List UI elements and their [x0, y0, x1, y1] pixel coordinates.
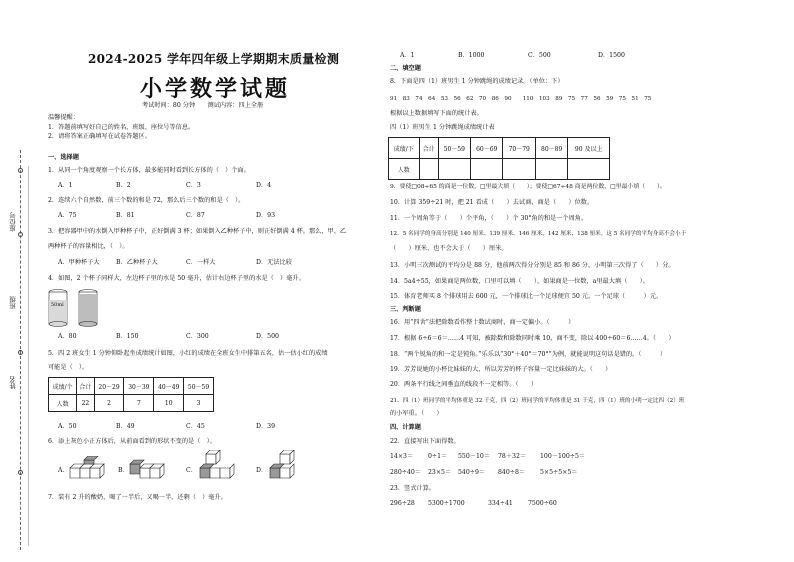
- q5-cell: 成绩/个: [49, 378, 77, 395]
- q8-data: 91 83 74 64 53 56 62 70 86 90 110 103 89 75 77 56 59 75 51 75: [390, 96, 652, 102]
- q8-cell: 80－89: [535, 138, 567, 159]
- q22-r1-item: 0÷1＝: [428, 453, 448, 460]
- binding-hole: [18, 232, 23, 237]
- q22-r2-item: 5×5÷5×5＝: [540, 469, 578, 476]
- q8-answer-cell[interactable]: [419, 159, 438, 180]
- q5-cell: 10: [154, 395, 184, 412]
- q7-option-a: A．1: [400, 52, 415, 59]
- question-22: 22．直接写出下面得数。: [390, 438, 460, 445]
- q22-r1-item: 14×3＝: [390, 453, 414, 460]
- question-2: 2．连续六个自然数，前三个数的和是 72，那么后三个数的和是（ ）。: [48, 197, 245, 204]
- notes-line-2: 2．请将答案正确填写在试卷答题区。: [48, 133, 151, 140]
- seat-number-label: 座位号: [9, 212, 17, 232]
- q8-cell: 人数: [389, 159, 420, 180]
- exam-meta: 考试时间：80 分钟 测试内容：四上全册: [142, 102, 264, 109]
- q23-item: 296÷28: [390, 500, 415, 507]
- binding-hole: [18, 168, 23, 173]
- cube-figure-a: [66, 456, 112, 482]
- q3-option-b: B．乙种杯子大: [116, 259, 158, 266]
- question-9: 9．要使□08÷65 的商是一位数，□里最大填（ ）；要使□67÷48 商是两位数，□里最小填（ ）。: [390, 184, 666, 190]
- question-20: 20．两条平行线之间垂直的线段不一定相等。（ ）: [390, 381, 538, 388]
- q5-cell: 40－49: [154, 378, 184, 395]
- question-23: 23．竖式计算。: [390, 485, 435, 492]
- q6-option-a: A．: [58, 467, 69, 474]
- section-calc-heading: 四、计算题: [390, 424, 421, 431]
- left-cup: [49, 290, 67, 327]
- q23-item: 334÷41: [488, 500, 513, 507]
- q1-option-b: B．2: [116, 182, 131, 189]
- q5-option-b: B．49: [116, 423, 135, 430]
- q4-option-c: C．300: [186, 333, 209, 340]
- question-15: 15．体育老师买 8 个排球用去 600 元，一个排球比一个足球便宜 50 元。一个足球（ ）元。: [390, 293, 663, 300]
- main-title: 小学数学试题: [140, 76, 291, 102]
- question-7: 7．装有 2 升的酸奶，喝了一半后，又喝一半，还剩（ ）毫升。: [48, 494, 227, 501]
- q22-r1-item: 78＋32＝: [498, 453, 527, 460]
- q3-option-d: D．无法比较: [256, 259, 292, 266]
- q2-option-b: B．81: [116, 212, 135, 219]
- notes-line-1: 1．答题前填写好自己的姓名、班级、座位号等信息。: [48, 124, 195, 131]
- q4-option-d: D．500: [256, 333, 279, 340]
- q1-option-a: A．1: [58, 182, 73, 189]
- q8-cell: 90 及以上: [568, 138, 610, 159]
- q8-answer-cell[interactable]: [503, 159, 535, 180]
- q7-option-d: D．1500: [598, 52, 625, 59]
- q7-option-b: B．1000: [458, 52, 485, 59]
- binding-hole: [18, 470, 23, 475]
- question-21-line-2: 的小军重。（ ）: [390, 410, 443, 417]
- binding-hole: [18, 350, 23, 355]
- question-19: 19．芳芳说她的小杯比妹妹的大，所以芳芳的杯子容量一定比妹妹的大。（ ）: [390, 366, 612, 373]
- q8-answer-cell[interactable]: [438, 159, 470, 180]
- q8-hint: 根据以上数据填写下面的统计表。: [390, 110, 483, 117]
- q8-cell: 70－79: [503, 138, 535, 159]
- q5-cell: 7: [124, 395, 154, 412]
- q5-option-d: D．39: [256, 423, 276, 430]
- question-5-line-2: 可能是（ ）。: [48, 364, 89, 371]
- cube-figure-b: [126, 454, 172, 482]
- q3-option-a: A．甲种杯子大: [58, 259, 100, 266]
- question-6: 6．添上灰色小正方体后，从前面看到的形状不变的是（ ）。: [48, 438, 216, 445]
- q5-cell: 合计: [77, 378, 94, 395]
- question-3-line-2: 两种杯子的容量相比，（ ）。: [48, 243, 129, 250]
- exam-title: 2024-2025 学年四年级上学期期末质量检测: [88, 52, 340, 66]
- class-label: 班级: [9, 296, 17, 309]
- q8-table: [388, 137, 610, 180]
- q5-cell: 人数: [49, 395, 77, 412]
- q23-item: 7500÷60: [528, 500, 557, 507]
- q22-r1-item: 550－10＝: [458, 453, 491, 460]
- q8-cell: 合计: [419, 138, 438, 159]
- q8-cell: 60－69: [471, 138, 503, 159]
- q6-option-b: B．: [118, 467, 129, 474]
- q5-cell: 22: [77, 395, 94, 412]
- question-11: 11．一个周角等于（ ）个平角，（ ）个 30°角的和是一个周角。: [390, 215, 588, 222]
- q8-answer-cell[interactable]: [535, 159, 567, 180]
- question-12-line-1: 12．5 名同学的身高分别是 140 厘米、139 厘米、146 厘米、142 厘米、138 厘米。这 5 名同学的平均身高不会小于: [390, 231, 687, 237]
- question-18: 18．“两个锐角的和一定是钝角。”乐乐以“30°＋40°＝70°”为例，就能说明这句话是错的。（ ）: [390, 351, 667, 358]
- q2-option-d: D．93: [256, 212, 276, 219]
- q8-table-caption: 四（1）班男生 1 分钟跳绳成绩统计表: [390, 124, 495, 131]
- q22-r2-item: 280÷40＝: [390, 469, 422, 476]
- right-cup: [79, 290, 97, 327]
- q5-option-a: A．50: [58, 423, 77, 430]
- cube-figure-c: [196, 450, 242, 482]
- q2-option-a: A．75: [58, 212, 77, 219]
- q22-r2-item: 840÷8＝: [498, 469, 526, 476]
- question-10: 10．计算 359÷21 时，把 21 看成（ ）去试商，商是（ ）位数。: [390, 199, 594, 206]
- q22-r1-item: 100－100÷5＝: [540, 453, 586, 460]
- notes-label: 温馨提醒：: [48, 114, 79, 121]
- q4-option-a: A．80: [58, 333, 77, 340]
- question-8: 8．下面是四（1）班男生 1 分钟跳绳的成绩记录。（单位：下）: [390, 78, 564, 85]
- q8-cell: 50－59: [438, 138, 470, 159]
- binding-inner-line: [28, 166, 37, 546]
- q22-r2-item: 540÷9＝: [458, 469, 486, 476]
- question-13: 13．小明三次测试的平均分是 88 分，他前两次得分分别是 85 和 86 分，小明第三次得了（ ）分。: [390, 262, 675, 269]
- q5-cell: 30－39: [124, 378, 154, 395]
- q5-cell: 2: [94, 395, 124, 412]
- q5-cell: 3: [184, 395, 214, 412]
- q6-option-c: C．: [186, 467, 197, 474]
- question-17: 17．根据 6÷6＝6＝……4 可知，被除数和除数同时乘 10，商不变，除以 400÷60＝6……4。（ ）: [390, 335, 675, 342]
- q5-table: [48, 377, 214, 412]
- question-1: 1．从同一个角度观察一个长方体，最多能同时看到长方体的（ ）个面。: [48, 167, 250, 174]
- question-16: 16．用“四舍”法把除数看作整十数试商时，商一定偏小。（ ）: [390, 319, 575, 326]
- q5-option-c: C．45: [186, 423, 205, 430]
- cups-figure: [46, 288, 102, 328]
- q7-option-c: C．500: [528, 52, 551, 59]
- q23-item: 5300÷1700: [428, 500, 465, 507]
- q1-option-d: D．4: [256, 182, 272, 189]
- cube-figure-d: [266, 450, 312, 482]
- q8-answer-cell[interactable]: [568, 159, 610, 180]
- question-4: 4．如图，2 个杯子同样大，左边杯子里的水是 50 毫升，估计右边杯子里的水是（ ）毫升。: [48, 275, 305, 282]
- question-3-line-1: 3．把容器甲中的水倒入甲种杯子中，正好倒满 3 杯；如果倒入乙种杯子中，则正好倒满 4 杯。那么，甲、乙: [48, 228, 347, 235]
- question-5-line-1: 5．四 2 班女生 1 分钟仰卧起坐成绩统计如图，小红的成绩在全班女生中排第五名，估一估小红的成绩: [48, 350, 328, 357]
- section-judge-heading: 三、判断题: [390, 306, 421, 313]
- q2-option-c: C．87: [186, 212, 205, 219]
- question-21-line-1: 21．四（1）班同学的平均体重是 32 千克，四（2）班同学的平均体重是 31 千克，四（1）班的小明一定比四（2）班: [390, 398, 685, 404]
- q5-cell: 20－29: [94, 378, 124, 395]
- q5-cell: 50－59: [184, 378, 214, 395]
- section-fill-heading: 二、填空题: [390, 65, 421, 72]
- q6-option-d: D．: [256, 467, 268, 474]
- section-choice-heading: 一、选择题: [48, 154, 79, 161]
- q8-answer-cell[interactable]: [471, 159, 503, 180]
- q22-r2-item: 23×5＝: [428, 469, 452, 476]
- question-14: 14．5a4÷55，如果商是两位数，口里可以填（ ），如果商是一位数，a里最大填（ ）。: [390, 278, 649, 285]
- name-label: 姓名: [9, 376, 17, 389]
- question-12-line-2: （ ）厘米，也不会大于（ ）厘米。: [390, 245, 508, 252]
- q1-option-c: C．3: [186, 182, 201, 189]
- q3-option-c: C．一样大: [186, 259, 216, 266]
- cup-label: 50ml: [51, 302, 64, 308]
- q4-option-b: B．150: [116, 333, 139, 340]
- q8-cell: 成绩/下: [389, 138, 420, 159]
